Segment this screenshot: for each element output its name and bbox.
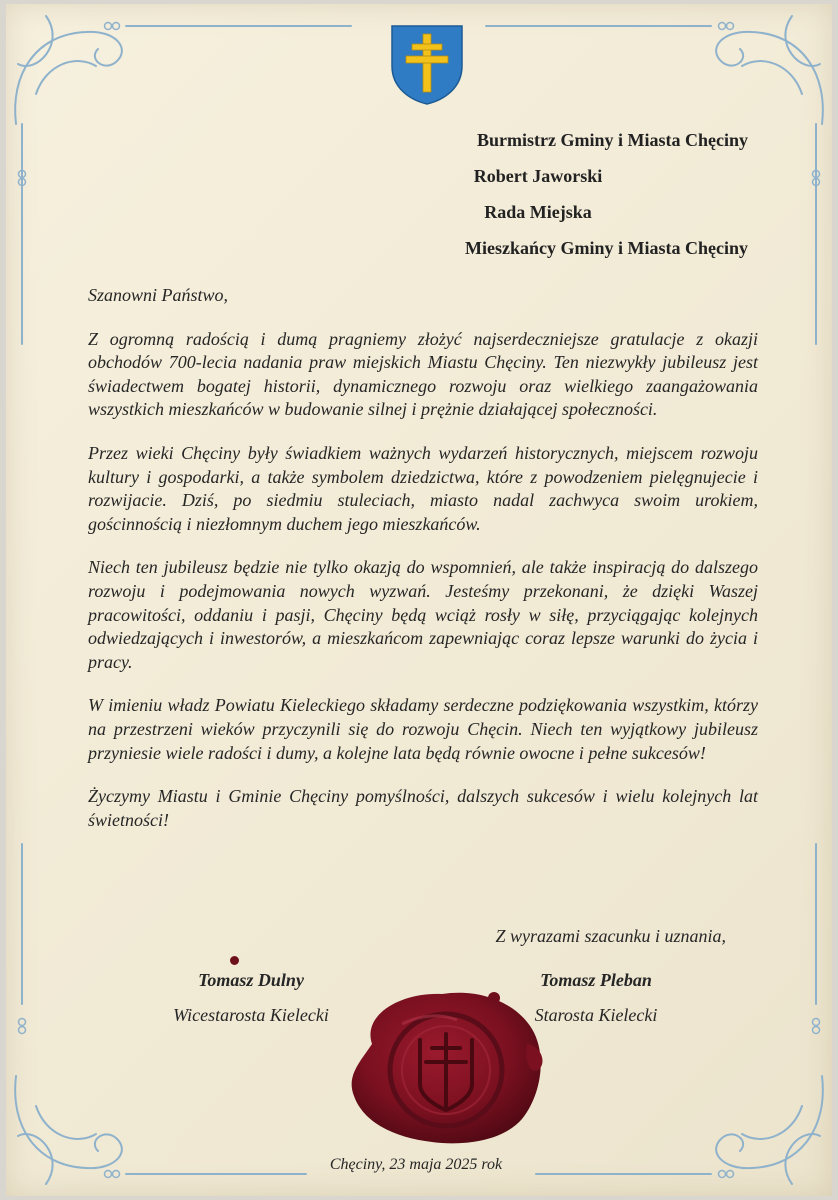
recipient-line: Burmistrz Gminy i Miasta Chęciny: [477, 130, 748, 150]
closing-line: Z wyrazami szacunku i uznania,: [495, 926, 726, 946]
coat-of-arms-icon: [388, 22, 466, 106]
signatory-name: Tomasz Dulny: [198, 970, 304, 990]
signatory-title: Wicestarosta Kielecki: [173, 1005, 329, 1025]
recipient-line: Mieszkańcy Gminy i Miasta Chęciny: [465, 238, 748, 258]
signatory-left: [156, 970, 346, 1026]
recipient-line: Rada Miejska: [484, 202, 592, 222]
wax-drop-icon: [230, 956, 239, 965]
greeting: Szanowni Państwo,: [88, 285, 229, 305]
place-and-date: Chęciny, 23 maja 2025 rok: [329, 1156, 503, 1173]
paragraph: Z ogromną radością i dumą pragniemy złożyć najserdeczniejsze gratulacje z okazji obchodów 700-lecia nadania praw miejskich Miastu Chęciny. Ten niezwykły jubileusz jest świadectwem bogatej historii, dynamicznego rozwoju oraz wielkiego zaangażowania wszystkich mieszkańców w budowanie silnej i prężnie działającej społeczności.: [88, 328, 758, 420]
paragraph: Życzymy Miastu i Gminie Chęciny pomyślności, dalszych sukcesów i wielu kolejnych lat świetności!: [88, 786, 758, 830]
paragraph: Przez wieki Chęciny były świadkiem ważnych wydarzeń historycznych, miejscem rozwoju kultury i gospodarki, a także symbolem dziedzictwa, które z powodzeniem pielęgnujecie i rozwijacie. Dziś, po siedmiu stuleciach, miasto nadal zachwyca swoim urokiem, gościnnością i niezłomnym duchem jego mieszkańców.: [88, 442, 758, 534]
paragraph: Niech ten jubileusz będzie nie tylko okazją do wspomnień, ale także inspiracją do dalszego rozwoju i podejmowania nowych wyzwań. Jesteśmy przekonani, że dzięki Waszej pracowitości, oddaniu i pasji, Chęciny będą wciąż rosły w siłę, przyciągając kolejnych odwiedzających i inwestorów, a mieszkańcom zapewniając coraz lepsze warunki do życia i pracy.: [88, 557, 758, 672]
signatory-name: Tomasz Pleban: [540, 970, 652, 990]
recipient-line: Robert Jaworski: [473, 166, 603, 186]
wax-seal-icon: [342, 984, 552, 1149]
signatory-title: Starosta Kielecki: [534, 1005, 658, 1025]
letter-sheet: [6, 4, 832, 1196]
letter-body: [88, 284, 758, 852]
recipients-block: [328, 122, 748, 266]
paragraph: W imieniu władz Powiatu Kieleckiego składamy serdeczne podziękowania wszystkim, którzy na przestrzeni wieków przyczynili się do rozwoju Chęcin. Niech ten wyjątkowy jubileusz przyniesie wiele radości i dumy, a kolejne lata będą równie owocne i pełne sukcesów!: [88, 695, 758, 763]
